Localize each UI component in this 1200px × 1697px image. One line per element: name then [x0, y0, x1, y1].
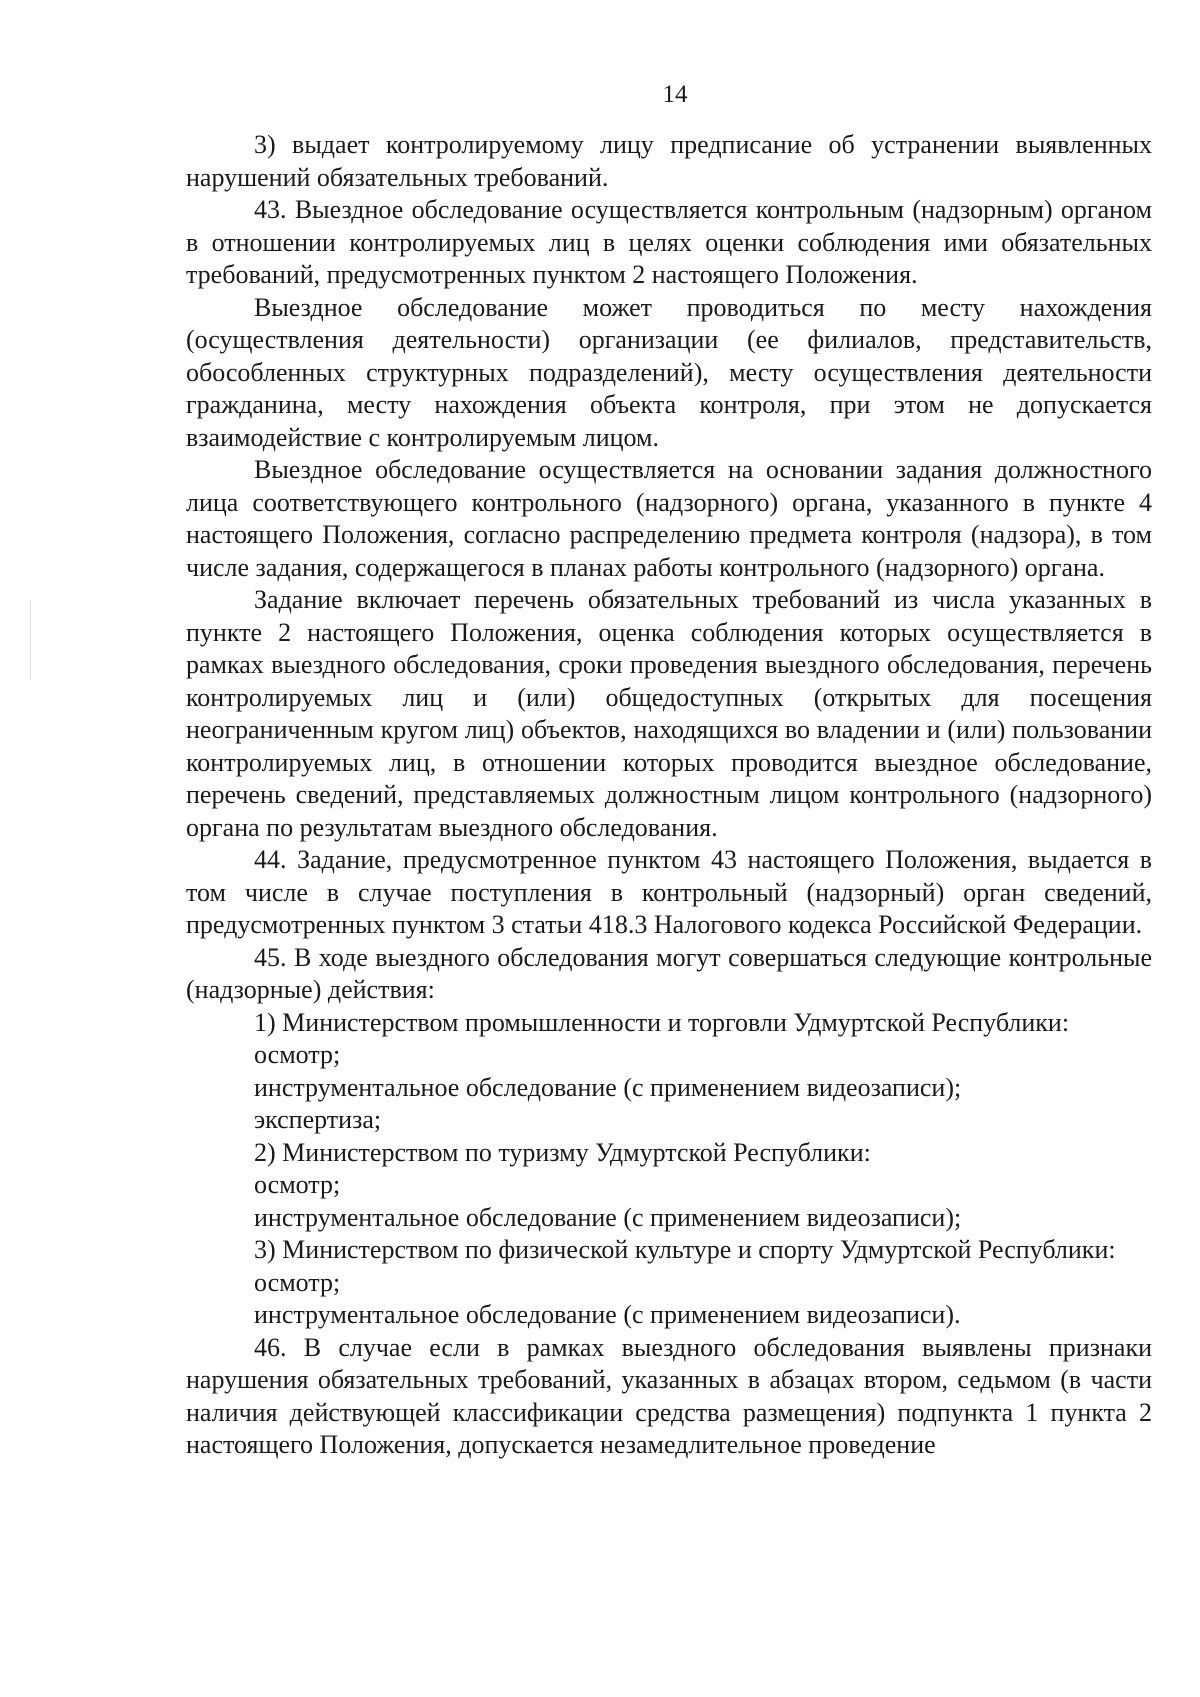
- paragraph-43: 43. Выездное обследование осуществляется контрольным (надзорным) органом в отношении контролируемых лиц в целях оценки соблюдения ими обязательных требований, предусмотренных пунктом 2 настоящего Положения.: [186, 195, 1152, 289]
- paragraph-inspection-location: Выездное обследование может проводиться по месту нахождения (осуществления деятельности) организации (ее филиалов, представительств, обособленных структурных подразделений), месту осуществления деятельности гражданина, месту нахождения объекта контроля, при этом не допускается взаимодействие с контролируемым лицом.: [186, 292, 1152, 452]
- paragraph-inspection-basis: Выездное обследование осуществляется на основании задания должностного лица соответствующего контрольного (надзорного) органа, указанного в пункте 4 настоящего Положения, согласно распределению предмета контроля (надзора), в том числе задания, содержащегося в планах работы контрольного (надзорного) органа.: [186, 455, 1152, 582]
- list-item-inspection: осмотр;: [254, 1170, 341, 1199]
- list-item-ministry-sport: 3) Министерством по физической культуре и спорту Удмуртской Республики:: [254, 1235, 1116, 1264]
- list-item-ministry-tourism: 2) Министерством по туризму Удмуртской Республики:: [254, 1137, 871, 1167]
- paragraph-46: 46. В случае если в рамках выездного обследования выявлены признаки нарушения обязательных требований, указанных в абзацах втором, седьмом (в части наличия действующей классификации средства размещения) подпункта 1 пункта 2 настоящего Положения, допускается незамедлительное проведение: [186, 1332, 1152, 1459]
- paragraph-44: 44. Задание, предусмотренное пунктом 43 настоящего Положения, выдается в том числе в случае поступления в контрольный (надзорный) орган сведений, предусмотренных пунктом 3 статьи 418.3 Налогового кодекса Российской Федерации.: [186, 845, 1152, 939]
- list-item-inspection: осмотр;: [254, 1267, 341, 1297]
- page-number: 14: [662, 81, 688, 108]
- document-body: [186, 129, 1152, 1462]
- list-item-ministry-industry: 1) Министерством промышленности и торговли Удмуртской Республики:: [254, 1007, 1070, 1037]
- paragraph-item-3: 3) выдает контролируемому лицу предписание об устранении выявленных нарушений обязательных требований.: [186, 130, 1152, 192]
- paragraph-45: 45. В ходе выездного обследования могут совершаться следующие контрольные (надзорные) действия:: [186, 942, 1152, 1004]
- list-item-inspection: осмотр;: [254, 1040, 341, 1069]
- paragraph-task-contents: Задание включает перечень обязательных требований из числа указанных в пункте 2 настоящего Положения, оценка соблюдения которых осуществляется в рамках выездного обследования, сроки проведения выездного обследования, перечень контролируемых лиц и (или) общедоступных (открытых для посещения неограниченным кругом лиц) объектов, находящихся во владении и (или) пользовании контролируемых лиц, в отношении которых проводится выездное обследование, перечень сведений, представляемых должностным лицом контрольного (надзорного) органа по результатам выездного обследования.: [186, 585, 1152, 842]
- list-item-expertise: экспертиза;: [254, 1105, 382, 1134]
- scan-artifact: [30, 600, 31, 680]
- list-item-instrumental: инструментальное обследование (с применением видеозаписи);: [254, 1072, 962, 1102]
- list-item-instrumental: инструментальное обследование (с применением видеозаписи).: [254, 1300, 961, 1329]
- list-item-instrumental: инструментальное обследование (с применением видеозаписи);: [254, 1202, 962, 1232]
